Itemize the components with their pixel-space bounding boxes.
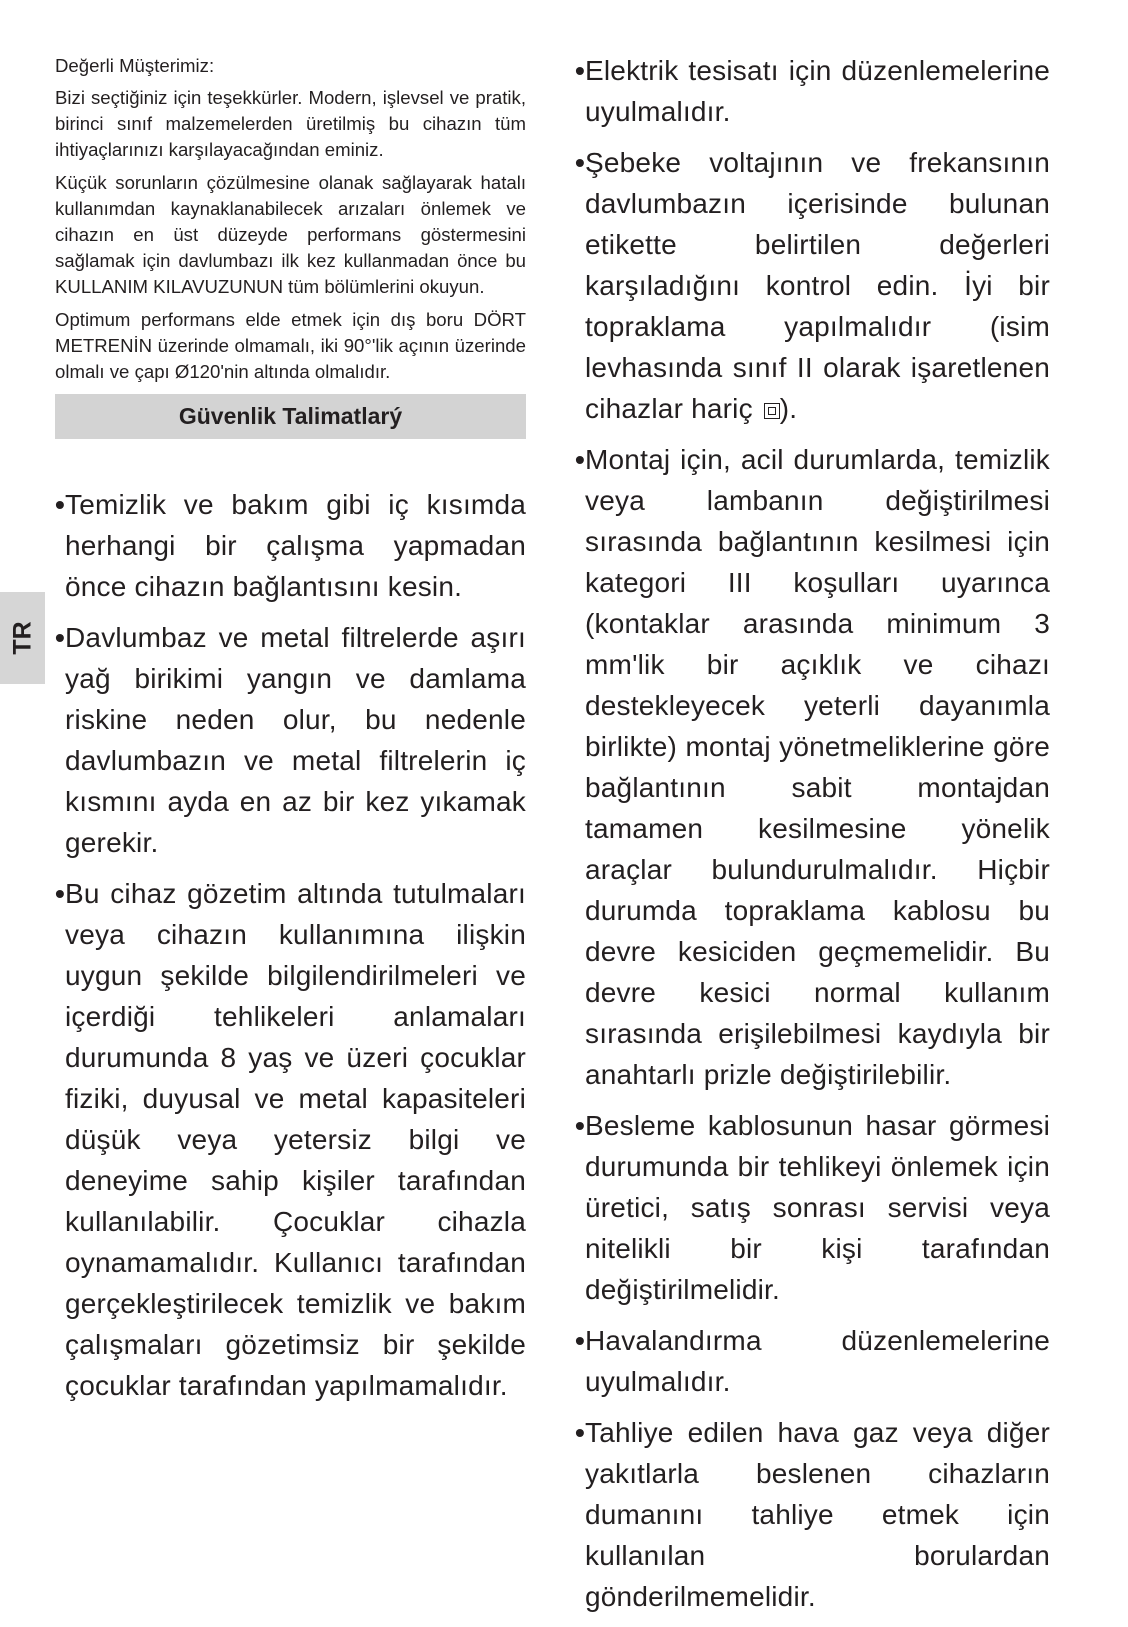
bullet-text (585, 142, 1050, 429)
safety-bullet-children (55, 873, 526, 1406)
intro-section (55, 53, 526, 385)
safety-bullet-exhaust (575, 1412, 1050, 1617)
bullet-text: Tahliye edilen hava gaz veya diğer yakıtlarla beslenen cihazların dumanını tahliye etmek için kullanılan borulardan gönderilmemelidir. (585, 1417, 1050, 1612)
safety-bullet-disconnect (55, 484, 526, 607)
safety-bullet-electrical (575, 50, 1050, 132)
language-tab-label: TR (8, 621, 36, 655)
bullet-dot: • (575, 444, 586, 475)
right-column (575, 50, 1050, 1627)
safety-bullet-grease (55, 617, 526, 863)
voltage-text-end: ). (779, 393, 798, 424)
bullet-dot: • (55, 622, 66, 653)
bullet-text: Bu cihaz gözetim altında tutulmaları veya cihazın kullanımına ilişkin uygun şekilde bilgilendirilmeleri ve içerdiği tehlikeleri anlamaları durumunda 8 yaş ve üzeri çocuklar fiziki, duyusal ve metal kapasiteleri düşük veya yetersiz bilgi ve deneyime sahip kişiler tarafından kullanılabilir. Çocuklar cihazla oynamamalıdır. Kullanıcı tarafından gerçekleştirilecek temizlik ve bakım çalışmaları gözetimsiz bir şekilde çocuklar tarafından yapılmamalıdır. (65, 878, 526, 1401)
bullet-dot: • (55, 878, 66, 909)
bullet-text: Besleme kablosunun hasar görmesi durumunda bir tehlikeyi önlemek için üretici, satış sonrası servisi veya nitelikli bir kişi tarafından değiştirilmelidir. (585, 1110, 1050, 1305)
bullet-dot: • (55, 489, 66, 520)
intro-paragraph-3: Optimum performans elde etmek için dış boru DÖRT METRENİN üzerinde olmamalı, iki 90°'lik açının üzerinde olmalı ve çapı Ø120'nin altında olmalıdır. (55, 309, 526, 382)
safety-heading: Güvenlik Talimatlarý (55, 394, 526, 439)
bullet-text: Havalandırma düzenlemelerine uyulmalıdır. (585, 1325, 1050, 1397)
bullet-text: Elektrik tesisatı için düzenlemelerine uyulmalıdır. (585, 55, 1050, 127)
greeting: Değerli Müşterimiz: (55, 55, 215, 76)
left-column (55, 53, 526, 1416)
bullet-dot: • (575, 147, 586, 178)
safety-bullet-installation (575, 439, 1050, 1095)
language-tab (0, 592, 45, 684)
intro-paragraph-1: Bizi seçtiğiniz için teşekkürler. Modern, işlevsel ve pratik, birinci sınıf malzemelerden üretilmiş bu cihazın tüm ihtiyaçlarınızı karşılayacağından eminiz. (55, 87, 526, 160)
safety-bullet-ventilation (575, 1320, 1050, 1402)
bullet-text: Temizlik ve bakım gibi iç kısımda herhangi bir çalışma yapmadan önce cihazın bağlantısını kesin. (65, 489, 526, 602)
intro-paragraph-2: Küçük sorunların çözülmesine olanak sağlayarak hatalı kullanımdan kaynaklanabilecek arızaları önlemek ve cihazın en üst düzeyde performans göstermesini sağlamak için davlumbazı ilk kez kullanmadan önce bu KULLANIM KILAVUZUNUN tüm bölümlerini okuyun. (55, 172, 526, 297)
bullet-text: Davlumbaz ve metal filtrelerde aşırı yağ birikimi yangın ve damlama riskine neden olur, bu nedenle davlumbazın ve metal filtrelerin iç kısmını ayda en az bir kez yıkamak gerekir. (65, 622, 526, 858)
voltage-text: Şebeke voltajının ve frekansının davlumbazın içerisinde bulunan etikette belirtilen değerleri karşıladığını kontrol edin. İyi bir topraklama yapılmalıdır (isim levhasında sınıf II olarak işaretlenen cihazlar hariç (585, 147, 1050, 424)
safety-bullet-voltage (575, 142, 1050, 429)
bullet-text: Montaj için, acil durumlarda, temizlik veya lambanın değiştirilmesi sırasında bağlantının kesilmesi için kategori III koşulları uyarınca (kontaklar arasında minimum 3 mm'lik bir açıklık ve cihazı destekleyecek yeterli dayanımla birlikte) montaj yönetmeliklerine göre bağlantının sabit montajdan tamamen kesilmesine yönelik araçlar bulundurulmalıdır. Hiçbir durumda topraklama kablosu bu devre kesiciden geçmemelidir. Bu devre kesici normal kullanım sırasında erişilebilmesi kaydıyla bir anahtarlı prizle değiştirilebilir. (585, 444, 1050, 1090)
bullet-dot: • (575, 1417, 586, 1448)
bullet-dot: • (575, 1110, 586, 1141)
class-ii-icon (764, 403, 780, 419)
bullet-dot: • (575, 1325, 586, 1356)
safety-bullet-cable (575, 1105, 1050, 1310)
bullet-dot: • (575, 55, 586, 86)
